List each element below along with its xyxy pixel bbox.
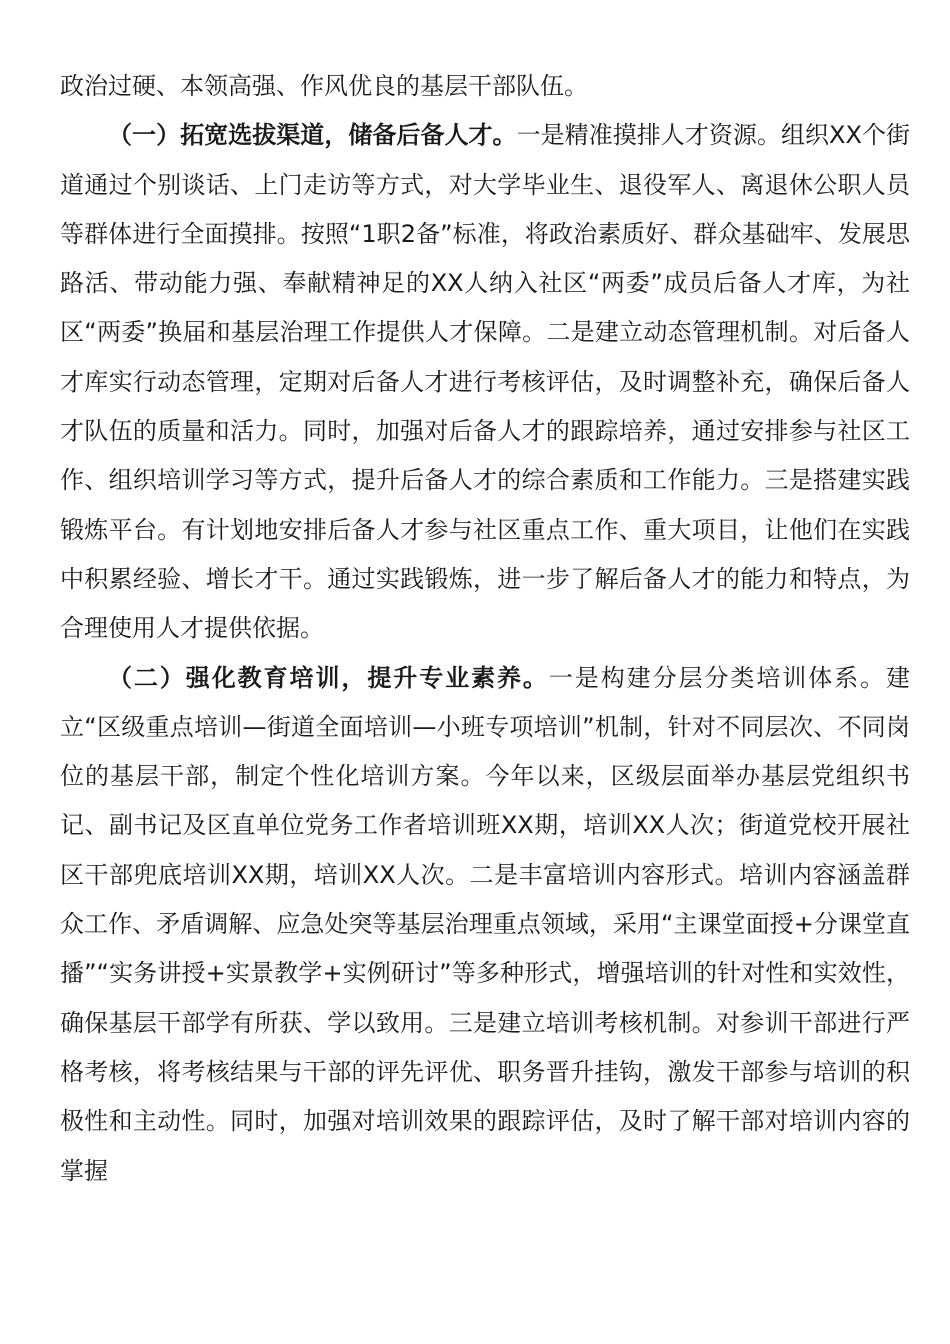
document-body: [60, 62, 910, 1196]
section-2-paragraph: [60, 654, 910, 1196]
paragraph-text: 政治过硬、本领高强、作风优良的基层干部队伍。: [60, 72, 588, 100]
section-1-heading: （一）拓宽选拔渠道，储备后备人才。: [108, 121, 517, 150]
section-2-body: 一是构建分层分类培训体系。建立“区级重点培训—街道全面培训—小班专项培训”机制，针对不同层次、不同岗位的基层干部，制定个性化培训方案。今年以来，区级层面举办基层党组织书记、副书记及区直单位党务工作者培训班XX期，培训XX人次；街道党校开展社区干部兜底培训XX期，培训XX人次。二是丰富培训内容形式。培训内容涵盖群众工作、矛盾调解、应急处突等基层治理重点领域，采用“主课堂面授+分课堂直播”“实务讲授+实景教学+实例研讨”等多种形式，增强培训的针对性和实效性，确保基层干部学有所获、学以致用。三是建立培训考核机制。对参训干部进行严格考核，将考核结果与干部的评先评优、职务晋升挂钩，激发干部参与培训的积极性和主动性。同时，加强对培训效果的跟踪评估，及时了解干部对培训内容的掌握: [60, 663, 911, 1185]
section-1-paragraph: [60, 111, 910, 653]
section-1-body: 一是精准摸排人才资源。组织XX个街道通过个别谈话、上门走访等方式，对大学毕业生、退役军人、离退休公职人员等群体进行全面摸排。按照“1职2备”标准，将政治素质好、群众基础牢、发展思路活、带动能力强、奉献精神足的XX人纳入社区“两委”成员后备人才库，为社区“两委”换届和基层治理工作提供人才保障。二是建立动态管理机制。对后备人才库实行动态管理，定期对后备人才进行考核评估，及时调整补充，确保后备人才队伍的质量和活力。同时，加强对后备人才的跟踪培养，通过安排参与社区工作、组织培训学习等方式，提升后备人才的综合素质和工作能力。三是搭建实践锻炼平台。有计划地安排后备人才参与社区重点工作、重大项目，让他们在实践中积累经验、增长才干。通过实践锻炼，进一步了解后备人才的能力和特点，为合理使用人才提供依据。: [60, 121, 910, 643]
section-2-heading: （二）强化教育培训，提升专业素养。: [108, 663, 549, 692]
paragraph-continuation: [60, 62, 910, 111]
